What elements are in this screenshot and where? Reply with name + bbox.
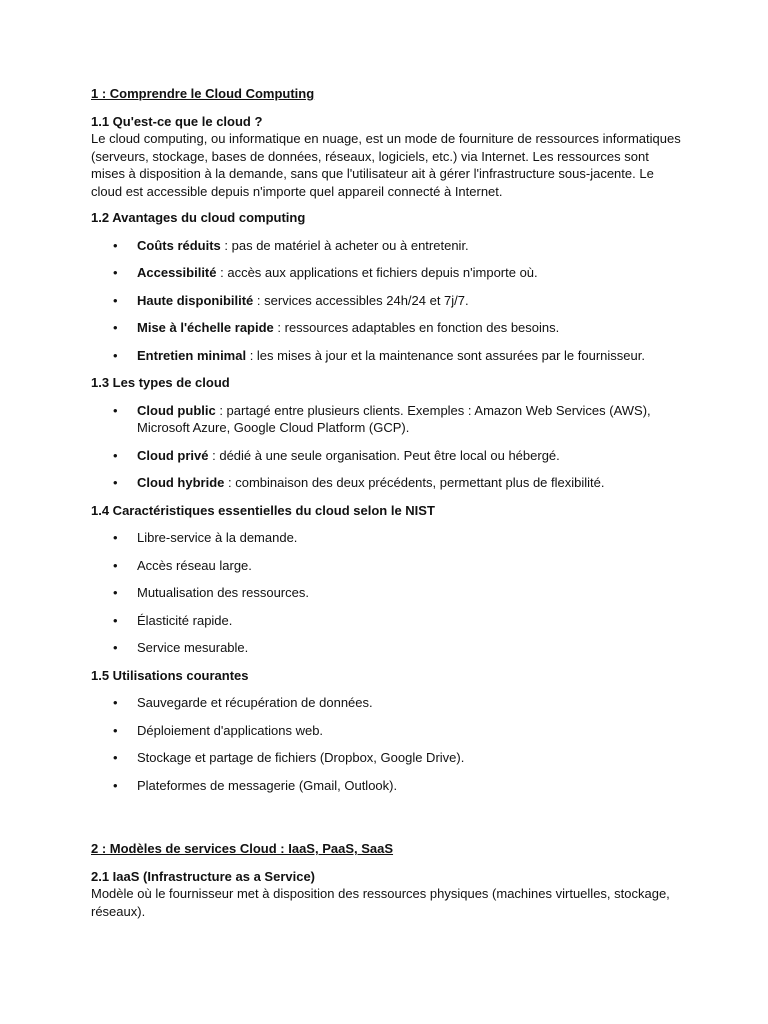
list-item-term: Cloud public: [137, 402, 216, 418]
list-cloud-types: [91, 402, 681, 492]
heading-1-1: 1.1 Qu'est-ce que le cloud ?: [91, 113, 263, 129]
list-item-term: Entretien minimal: [137, 347, 247, 363]
section-spacer: [91, 804, 681, 840]
paragraph-1-1: Le cloud computing, ou informatique en nuage, est un mode de fourniture de ressources informatiques (serveurs, stockage, bases de données, réseaux, logiciels, etc.) via Internet. Les ressources sont mises à disposition à la demande, sans que l'utilisateur ait à gérer l'infrastructure sous-jacente. Le cloud est accessible depuis n'importe quel appareil connecté à Internet.: [91, 131, 681, 199]
heading-2-1: 2.1 IaaS (Infrastructure as a Service): [91, 868, 316, 884]
list-item-term: Coûts réduits: [137, 237, 221, 253]
list-item: • Déploiement d'applications web.: [91, 722, 681, 740]
list-item: [91, 319, 681, 337]
list-item-term: Cloud hybride: [137, 475, 225, 490]
section-1-title: 1 : Comprendre le Cloud Computing: [91, 86, 315, 101]
list-item: • Élasticité rapide.: [91, 612, 681, 630]
heading-1-2: 1.2 Avantages du cloud computing: [91, 210, 306, 225]
section-2-title: 2 : Modèles de services Cloud : IaaS, PaaS, SaaS: [91, 841, 394, 856]
heading-1-3: 1.3 Les types de cloud: [91, 375, 230, 390]
list-item: • Stockage et partage de fichiers (Dropbox, Google Drive).: [91, 749, 681, 767]
list-item: • Libre-service à la demande.: [91, 529, 681, 547]
paragraph-2-1: Modèle où le fournisseur met à disposition des ressources physiques (machines virtuelles, stockage, réseaux).: [91, 886, 670, 919]
list-item: • Sauvegarde et récupération de données.: [91, 694, 681, 712]
list-item: • Accès réseau large.: [91, 557, 681, 575]
list-item: [91, 292, 681, 310]
list-advantages: [91, 237, 681, 365]
list-item: • Mutualisation des ressources.: [91, 584, 681, 602]
list-item: [91, 347, 681, 365]
list-item: [91, 237, 681, 255]
list-item-term: Cloud privé: [137, 447, 209, 463]
list-item-text: : ressources adaptables en fonction des besoins.: [273, 320, 560, 335]
list-item-text: : combinaison des deux précédents, permettant plus de flexibilité.: [224, 475, 605, 490]
list-item-text: : services accessibles 24h/24 et 7j/7.: [253, 292, 469, 308]
list-item-term: Mise à l'échelle rapide: [137, 320, 274, 335]
list-item: • Plateformes de messagerie (Gmail, Outlook).: [91, 777, 681, 795]
list-nist-characteristics: [91, 529, 681, 657]
list-item-term: Accessibilité: [137, 265, 217, 280]
list-item: [91, 447, 681, 465]
heading-1-5: 1.5 Utilisations courantes: [91, 667, 249, 683]
list-item: [91, 402, 681, 437]
list-common-uses: [91, 694, 681, 794]
list-item-text: : accès aux applications et fichiers depuis n'importe où.: [216, 265, 538, 280]
list-item-term: Haute disponibilité: [137, 292, 254, 308]
list-item: • Service mesurable.: [91, 639, 681, 657]
list-item-text: : partagé entre plusieurs clients. Exemples : Amazon Web Services (AWS), Microsoft Azure, Google Cloud Platform (GCP).: [137, 402, 651, 435]
list-item-text: : dédié à une seule organisation. Peut être local ou hébergé.: [208, 447, 560, 463]
document-content: [91, 85, 681, 929]
list-item-text: : pas de matériel à acheter ou à entretenir.: [220, 237, 469, 253]
list-item-text: : les mises à jour et la maintenance sont assurées par le fournisseur.: [246, 347, 645, 363]
heading-1-4: 1.4 Caractéristiques essentielles du cloud selon le NIST: [91, 502, 435, 518]
list-item: [91, 474, 681, 492]
list-item: [91, 264, 681, 282]
